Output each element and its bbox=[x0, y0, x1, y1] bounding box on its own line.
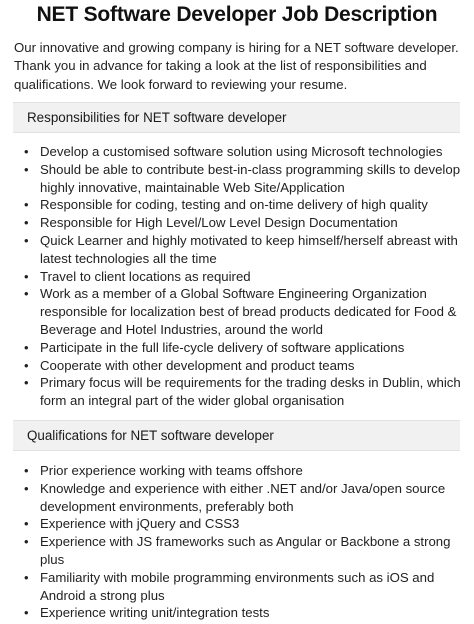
bullet-icon: • bbox=[24, 534, 29, 550]
list-item-text: Experience with JS frameworks such as Angular or Backbone a strong plus bbox=[40, 534, 451, 567]
list-item bbox=[22, 515, 462, 533]
bullet-icon: • bbox=[24, 339, 29, 355]
qualifications-list bbox=[22, 462, 462, 622]
list-item bbox=[22, 214, 462, 232]
list-item-text: Develop a customised software solution using Microsoft technologies bbox=[40, 144, 443, 159]
page-title: NET Software Developer Job Description bbox=[36, 3, 438, 26]
responsibilities-list bbox=[22, 143, 462, 410]
bullet-icon: • bbox=[24, 480, 29, 496]
responsibilities-heading: Responsibilities for NET software developer bbox=[13, 102, 460, 133]
list-item bbox=[22, 462, 462, 480]
list-item bbox=[22, 357, 462, 375]
list-item-text: Cooperate with other development and product teams bbox=[40, 357, 355, 373]
list-item-text: Participate in the full life-cycle delivery of software applications bbox=[40, 339, 405, 355]
list-item-text: Responsible for High Level/Low Level Design Documentation bbox=[40, 215, 398, 231]
bullet-icon: • bbox=[24, 375, 29, 391]
list-item bbox=[22, 533, 462, 569]
list-item bbox=[22, 374, 462, 410]
list-item-text: Primary focus will be requirements for the trading desks in Dublin, which form an integral part of the wider global organisation bbox=[40, 375, 461, 409]
list-item bbox=[22, 232, 462, 268]
bullet-icon: • bbox=[24, 144, 29, 159]
list-item bbox=[22, 480, 462, 516]
qualifications-heading: Qualifications for NET software developer bbox=[13, 420, 460, 451]
list-item bbox=[22, 196, 462, 214]
bullet-icon: • bbox=[24, 516, 29, 532]
list-item-text: Responsible for coding, testing and on-time delivery of high quality bbox=[40, 197, 428, 213]
list-item bbox=[22, 339, 462, 357]
list-item-text: Travel to client locations as required bbox=[40, 268, 251, 284]
list-item bbox=[22, 285, 462, 338]
list-item-text: Familiarity with mobile programming environments such as iOS and Android a strong plus bbox=[40, 569, 435, 603]
list-item-text: Experience with jQuery and CSS3 bbox=[40, 516, 240, 532]
bullet-icon: • bbox=[24, 357, 29, 373]
bullet-icon: • bbox=[24, 569, 29, 585]
list-item bbox=[22, 143, 462, 161]
list-item-text: Knowledge and experience with either .NET and/or Java/open source development environments, preferably both bbox=[40, 480, 446, 514]
list-item bbox=[22, 268, 462, 286]
bullet-icon: • bbox=[24, 232, 29, 248]
bullet-icon: • bbox=[24, 197, 29, 213]
list-item bbox=[22, 161, 462, 197]
intro-paragraph: Our innovative and growing company is hiring for a NET software developer. Thank you in advance for taking a look at the list of responsibilities and qualifications. We look forward to reviewing your resume. bbox=[14, 40, 459, 92]
list-item-text: Experience writing unit/integration tests bbox=[40, 605, 270, 621]
list-item-text: Should be able to contribute best-in-class programming skills to develop highly innovative, maintainable Web Site/Application bbox=[40, 161, 461, 195]
bullet-icon: • bbox=[24, 215, 29, 231]
list-item-text: Quick Learner and highly motivated to keep himself/herself abreast with latest technologies all the time bbox=[40, 232, 458, 266]
bullet-icon: • bbox=[24, 268, 29, 284]
list-item-text: Prior experience working with teams offshore bbox=[40, 463, 303, 478]
list-item bbox=[22, 604, 462, 622]
bullet-icon: • bbox=[24, 286, 29, 302]
list-item bbox=[22, 569, 462, 605]
bullet-icon: • bbox=[24, 605, 29, 621]
list-item-text: Work as a member of a Global Software Engineering Organization responsible for localization best of bread products dedicated for Food & Beverage and Hotel Industries, around the world bbox=[40, 286, 457, 337]
bullet-icon: • bbox=[24, 161, 29, 177]
bullet-icon: • bbox=[24, 463, 29, 478]
